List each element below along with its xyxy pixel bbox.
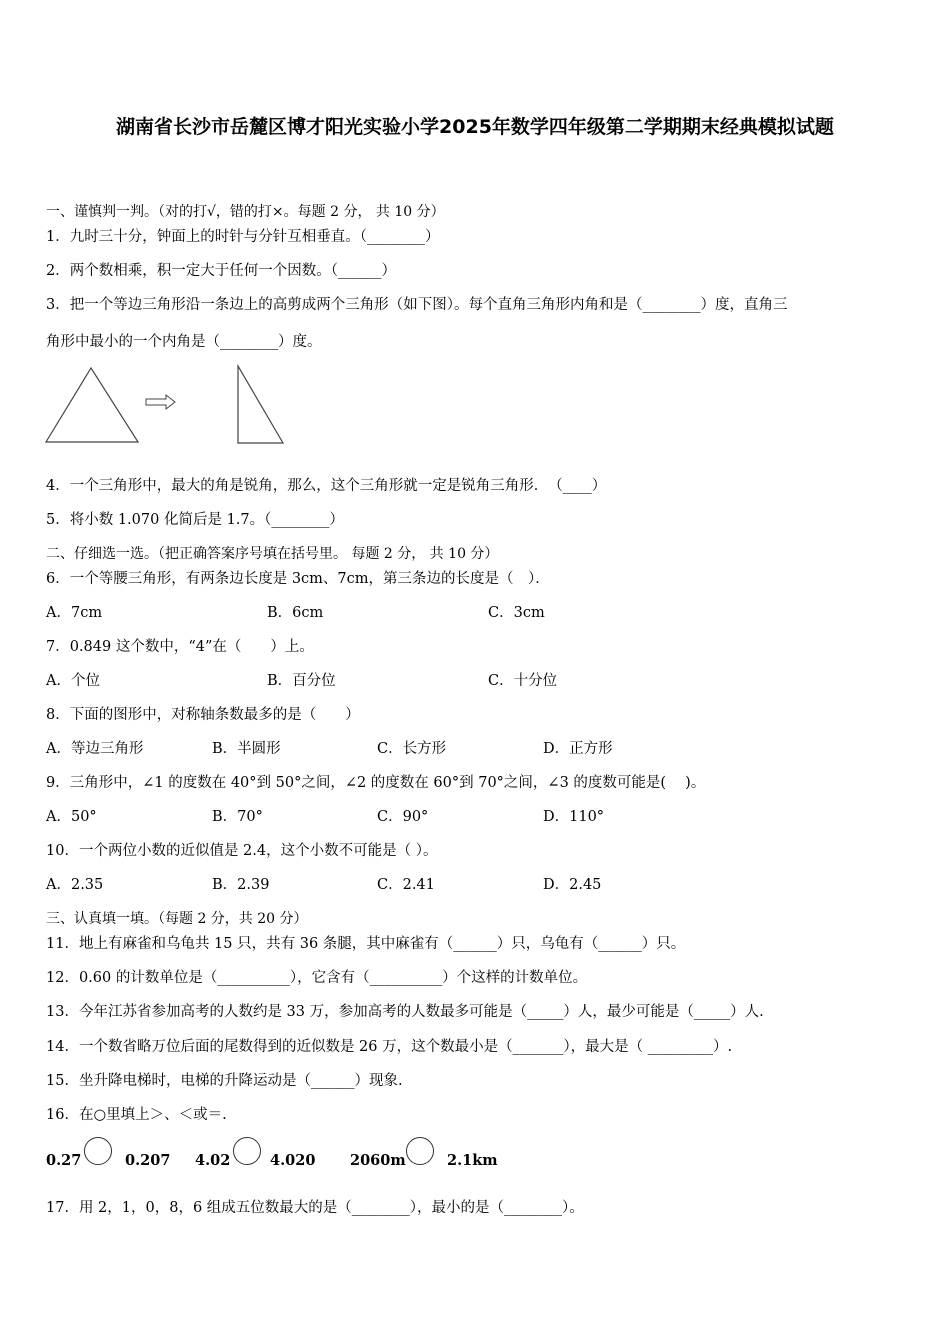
q8-option-d: D．正方形 bbox=[543, 741, 613, 757]
section-heading-1: 一、谨慎判一判。（对的打√，错的打×。每题 2 分， 共 10 分） bbox=[46, 204, 445, 220]
q6-option-b: B．6cm bbox=[267, 605, 324, 621]
question-15: 15．坐升降电梯时，电梯的升降运动是（______）现象. bbox=[46, 1073, 403, 1089]
q9-option-c: C．90° bbox=[377, 809, 429, 825]
triangle-cut-figure bbox=[44, 364, 294, 448]
question-4: 4．一个三角形中，最大的角是锐角，那么，这个三角形就一定是锐角三角形． （____） bbox=[46, 478, 607, 494]
compare-circle-2[interactable] bbox=[233, 1137, 261, 1165]
q16-value-6: 2.1km bbox=[447, 1152, 498, 1169]
q6-option-c: C．3cm bbox=[488, 605, 545, 621]
question-11: 11．地上有麻雀和乌龟共 15 只，共有 36 条腿，其中麻雀有（______）只，乌龟有（______）只。 bbox=[46, 936, 686, 952]
question-6: 6．一个等腰三角形，有两条边长度是 3cm、7cm，第三条边的长度是（ ）． bbox=[46, 571, 550, 587]
question-1: 1．九时三十分，钟面上的时针与分针互相垂直。（________） bbox=[46, 229, 440, 245]
q9-option-d: D．110° bbox=[543, 809, 605, 825]
question-10: 10．一个两位小数的近似值是 2.4，这个小数不可能是（ ）。 bbox=[46, 843, 438, 859]
question-3-line-1: 3．把一个等边三角形沿一条边上的高剪成两个三角形（如下图）。每个直角三角形内角和是（________）度，直角三 bbox=[46, 297, 788, 313]
q7-option-b: B．百分位 bbox=[267, 673, 336, 689]
question-9: 9．三角形中，∠1 的度数在 40°到 50°之间，∠2 的度数在 60°到 70°之间，∠3 的度数可能是( )。 bbox=[46, 775, 706, 791]
right-triangle bbox=[238, 366, 283, 443]
question-7: 7．0.849 这个数中，“4”在（ ）上。 bbox=[46, 639, 314, 655]
compare-circle-3[interactable] bbox=[406, 1137, 434, 1165]
q16-value-3: 4.02 bbox=[195, 1152, 231, 1169]
q9-option-b: B．70° bbox=[212, 809, 263, 825]
question-8: 8．下面的图形中，对称轴条数最多的是（ ） bbox=[46, 707, 360, 723]
q16-value-2: 0.207 bbox=[125, 1152, 171, 1169]
q7-option-c: C．十分位 bbox=[488, 673, 558, 689]
section-heading-2: 二、仔细选一选。（把正确答案序号填在括号里。 每题 2 分， 共 10 分） bbox=[46, 546, 499, 562]
question-13: 13．今年江苏省参加高考的人数约是 33 万，参加高考的人数最多可能是（_____）人，最少可能是（_____）人. bbox=[46, 1004, 764, 1020]
q7-option-a: A．个位 bbox=[46, 673, 100, 689]
page-title: 湖南省长沙市岳麓区博才阳光实验小学2025年数学四年级第二学期期末经典模拟试题 bbox=[116, 116, 834, 138]
right-arrow-icon bbox=[146, 395, 175, 409]
question-12: 12．0.60 的计数单位是（__________），它含有（__________）个这样的计数单位。 bbox=[46, 970, 588, 986]
section-heading-3: 三、认真填一填。（每题 2 分，共 20 分） bbox=[46, 911, 308, 927]
question-17: 17．用 2，1，0，8，6 组成五位数最大的是（________），最小的是（________）。 bbox=[46, 1200, 584, 1216]
q8-option-b: B．半圆形 bbox=[212, 741, 281, 757]
q8-option-c: C．长方形 bbox=[377, 741, 447, 757]
q16-value-4: 4.020 bbox=[270, 1152, 316, 1169]
question-3-line-2: 角形中最小的一个内角是（________）度。 bbox=[46, 334, 322, 350]
q6-option-a: A．7cm bbox=[46, 605, 103, 621]
question-5: 5．将小数 1.070 化简后是 1.7。（________） bbox=[46, 512, 344, 528]
question-2: 2．两个数相乘，积一定大于任何一个因数。（______） bbox=[46, 263, 396, 279]
q10-option-b: B．2.39 bbox=[212, 877, 270, 893]
q16-value-1: 0.27 bbox=[46, 1152, 82, 1169]
q10-option-c: C．2.41 bbox=[377, 877, 435, 893]
q10-option-d: D．2.45 bbox=[543, 877, 602, 893]
q9-option-a: A．50° bbox=[46, 809, 97, 825]
equilateral-triangle bbox=[46, 368, 138, 442]
question-14: 14．一个数省略万位后面的尾数得到的近似数是 26 万，这个数最小是（_______），最大是（ _________）. bbox=[46, 1039, 733, 1055]
compare-circle-1[interactable] bbox=[84, 1137, 112, 1165]
q8-option-a: A．等边三角形 bbox=[46, 741, 144, 757]
q10-option-a: A．2.35 bbox=[46, 877, 104, 893]
question-16: 16．在○里填上＞、＜或＝. bbox=[46, 1107, 227, 1123]
q16-value-5: 2060m bbox=[350, 1152, 406, 1169]
